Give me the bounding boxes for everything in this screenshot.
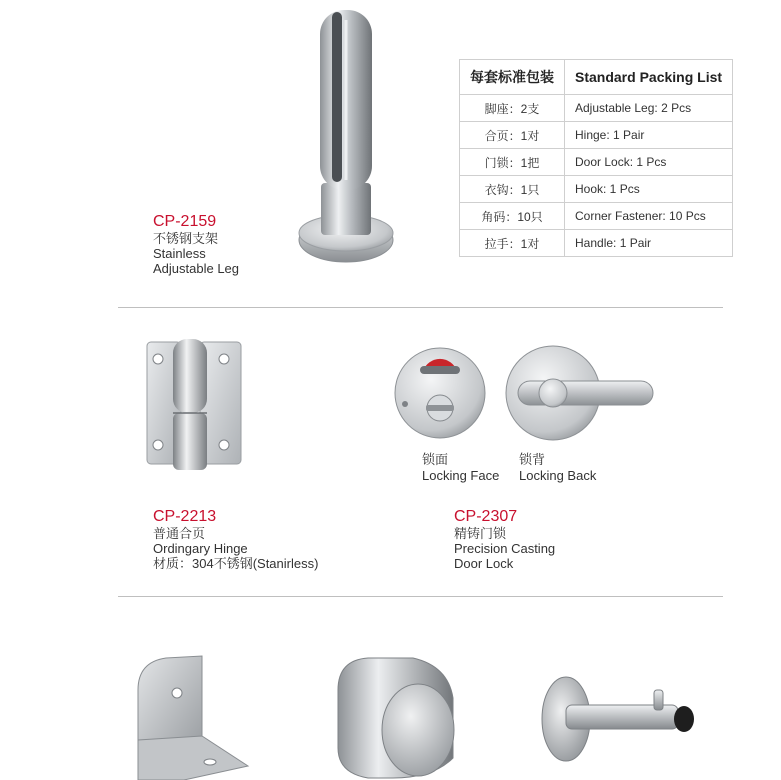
table-row [460, 122, 733, 149]
packing-cell-en: Hook: 1 Pcs [565, 176, 733, 203]
product-caption-hinge [153, 508, 318, 571]
packing-cell-cn: 脚座：2支 [460, 95, 565, 122]
product-description [454, 526, 555, 571]
packing-header-en: Standard Packing List [565, 60, 733, 95]
product-name-line2: Adjustable Leg [153, 261, 240, 276]
table-row [460, 95, 733, 122]
locking-face-en: Locking Face [422, 468, 500, 483]
product-code: CP-2307 [454, 508, 518, 525]
product-code: CP-2213 [153, 508, 217, 525]
packing-list-table [459, 59, 733, 257]
product-name-line1: Ordingary Hinge [153, 541, 248, 556]
packing-cell-cn: 合页：1对 [460, 122, 565, 149]
divider [118, 596, 723, 597]
packing-cell-en: Door Lock: 1 Pcs [565, 149, 733, 176]
product-name-cn: 不锈钢支架 [153, 231, 219, 246]
product-description [153, 526, 318, 571]
packing-cell-cn: 衣钩：1只 [460, 176, 565, 203]
product-description [153, 231, 239, 276]
divider [118, 307, 723, 308]
product-name-cn: 精铸门锁 [454, 526, 507, 541]
table-row [460, 203, 733, 230]
packing-cell-cn: 拉手：1对 [460, 230, 565, 257]
packing-cell-cn: 角码：10只 [460, 203, 565, 230]
packing-cell-en: Hinge: 1 Pair [565, 122, 733, 149]
packing-cell-en: Handle: 1 Pair [565, 230, 733, 257]
product-name-line1: Stainless [153, 246, 206, 261]
packing-list-header-row [460, 60, 733, 95]
table-row [460, 149, 733, 176]
table-row [460, 230, 733, 257]
product-name-line2: Door Lock [454, 556, 514, 571]
locking-back-cn: 锁背 [519, 452, 546, 467]
product-name-cn: 普通合页 [153, 526, 206, 541]
locking-back-en: Locking Back [519, 468, 597, 483]
product-caption-lock [454, 508, 555, 571]
packing-cell-en: Adjustable Leg: 2 Pcs [565, 95, 733, 122]
table-row [460, 176, 733, 203]
packing-header-cn: 每套标准包装 [460, 60, 565, 95]
locking-face-label [422, 452, 499, 484]
locking-back-label [519, 452, 596, 484]
packing-cell-cn: 门锁：1把 [460, 149, 565, 176]
product-name-line2: 材质：304不锈钢(Stanirless) [153, 556, 319, 571]
product-code: CP-2159 [153, 213, 217, 230]
packing-cell-en: Corner Fastener: 10 Pcs [565, 203, 733, 230]
locking-face-cn: 锁面 [422, 452, 449, 467]
product-name-line1: Precision Casting [454, 541, 556, 556]
product-caption-leg [153, 213, 239, 276]
